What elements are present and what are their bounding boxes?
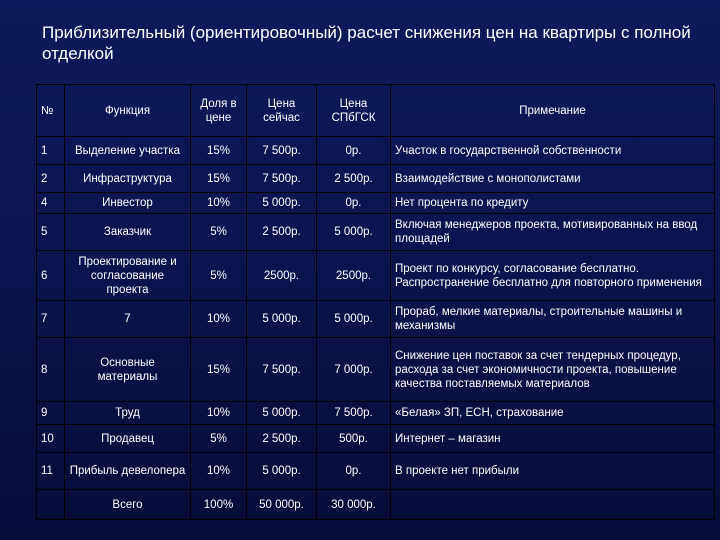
- row-note: «Белая» ЗП, ЕСН, страхование: [391, 402, 715, 425]
- row-share: 15%: [191, 137, 247, 165]
- header-note: Примечание: [391, 85, 715, 137]
- row-share: 10%: [191, 193, 247, 214]
- row-price-now: 5 000р.: [247, 301, 317, 338]
- table-row: [37, 165, 715, 193]
- row-number: 9: [37, 402, 65, 425]
- row-share: 5%: [191, 214, 247, 251]
- total-share: 100%: [191, 490, 247, 520]
- row-price-now: 5 000р.: [247, 402, 317, 425]
- row-number: 10: [37, 425, 65, 453]
- row-function: Труд: [65, 402, 191, 425]
- header-price-spbgsk: Цена СПбГСК: [317, 85, 391, 137]
- row-number: 11: [37, 453, 65, 490]
- header-function: Функция: [65, 85, 191, 137]
- table-row: [37, 137, 715, 165]
- price-table: [36, 84, 715, 520]
- row-note: В проекте нет прибыли: [391, 453, 715, 490]
- table-row: [37, 301, 715, 338]
- row-share: 15%: [191, 338, 247, 402]
- table-row: [37, 193, 715, 214]
- total-label: Всего: [65, 490, 191, 520]
- header-share: Доля в цене: [191, 85, 247, 137]
- row-price-spbgsk: 5 000р.: [317, 214, 391, 251]
- header-number: №: [37, 85, 65, 137]
- row-number: 1: [37, 137, 65, 165]
- row-share: 5%: [191, 251, 247, 301]
- row-share: 10%: [191, 453, 247, 490]
- row-price-now: 7 500р.: [247, 338, 317, 402]
- row-function: Выделение участка: [65, 137, 191, 165]
- row-price-spbgsk: 7 500р.: [317, 402, 391, 425]
- total-note: [391, 490, 715, 520]
- row-price-spbgsk: 2 500р.: [317, 165, 391, 193]
- page-title: Приблизительный (ориентировочный) расчет снижения цен на квартиры с полной отделкой: [42, 23, 691, 63]
- row-price-spbgsk: 5 000р.: [317, 301, 391, 338]
- table-row: [37, 425, 715, 453]
- header-price-now: Цена сейчас: [247, 85, 317, 137]
- row-function: Основные материалы: [65, 338, 191, 402]
- row-price-now: 5 000р.: [247, 453, 317, 490]
- total-number: [37, 490, 65, 520]
- row-note: Интернет – магазин: [391, 425, 715, 453]
- row-function: Инвестор: [65, 193, 191, 214]
- table-row: [37, 338, 715, 402]
- row-function: Инфраструктура: [65, 165, 191, 193]
- row-function: Продавец: [65, 425, 191, 453]
- row-number: 5: [37, 214, 65, 251]
- row-note: Прораб, мелкие материалы, строительные машины и механизмы: [391, 301, 715, 338]
- row-price-now: 2 500р.: [247, 214, 317, 251]
- row-number: 4: [37, 193, 65, 214]
- row-note: Включая менеджеров проекта, мотивированных на ввод площадей: [391, 214, 715, 251]
- table-header-row: [37, 85, 715, 137]
- row-price-spbgsk: 7 000р.: [317, 338, 391, 402]
- table-row: [37, 402, 715, 425]
- row-price-now: 7 500р.: [247, 137, 317, 165]
- row-number: 6: [37, 251, 65, 301]
- row-note: Нет процента по кредиту: [391, 193, 715, 214]
- row-function: Прибыль девелопера: [65, 453, 191, 490]
- row-price-now: 2 500р.: [247, 425, 317, 453]
- row-share: 15%: [191, 165, 247, 193]
- row-share: 10%: [191, 301, 247, 338]
- row-price-now: 2500р.: [247, 251, 317, 301]
- row-price-spbgsk: 0р.: [317, 137, 391, 165]
- row-price-spbgsk: 500р.: [317, 425, 391, 453]
- row-number: 8: [37, 338, 65, 402]
- row-price-now: 7 500р.: [247, 165, 317, 193]
- row-note: Проект по конкурсу, согласование бесплатно. Распространение бесплатно для повторного применения: [391, 251, 715, 301]
- row-number: 7: [37, 301, 65, 338]
- total-price-spbgsk: 30 000р.: [317, 490, 391, 520]
- row-note: Участок в государственной собственности: [391, 137, 715, 165]
- row-function: Проектирование и согласование проекта: [65, 251, 191, 301]
- row-note: Взаимодействие с монополистами: [391, 165, 715, 193]
- row-share: 5%: [191, 425, 247, 453]
- row-share: 10%: [191, 402, 247, 425]
- row-price-spbgsk: 0р.: [317, 193, 391, 214]
- row-price-now: 5 000р.: [247, 193, 317, 214]
- row-price-spbgsk: 0р.: [317, 453, 391, 490]
- total-price-now: 50 000р.: [247, 490, 317, 520]
- row-price-spbgsk: 2500р.: [317, 251, 391, 301]
- row-function: 7: [65, 301, 191, 338]
- row-function: Заказчик: [65, 214, 191, 251]
- row-note: Снижение цен поставок за счет тендерных процедур, расхода за счет экономичности проекта, повышение качества поставляемых материалов: [391, 338, 715, 402]
- table-total-row: [37, 490, 715, 520]
- table-row: [37, 214, 715, 251]
- table-row: [37, 453, 715, 490]
- row-number: 2: [37, 165, 65, 193]
- table-row: [37, 251, 715, 301]
